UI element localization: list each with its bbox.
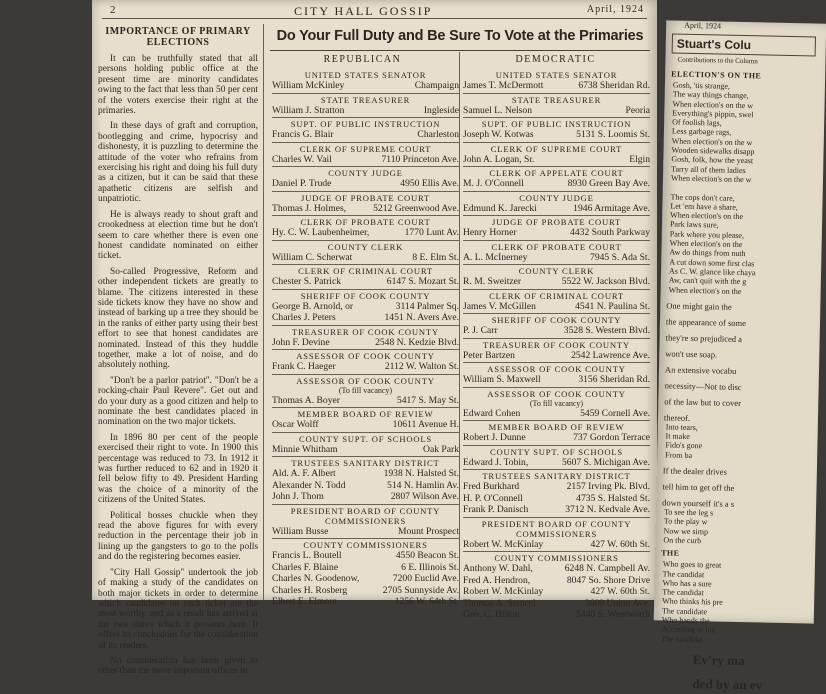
- candidate-address: 737 Gordon Terrace: [573, 432, 650, 443]
- adjacent-page-date: April, 1924: [684, 20, 722, 31]
- candidate-row: [463, 203, 650, 215]
- candidate-address: 8047 So. Shore Drive: [566, 574, 650, 586]
- republican-heading: REPUBLICAN: [323, 54, 402, 65]
- candidate-address: Mount Prospect: [397, 525, 459, 537]
- candidate-row: [463, 457, 650, 469]
- candidate-name: Charles N. Goodenow,: [272, 573, 360, 584]
- office-note: (To fill vacancy): [338, 385, 393, 395]
- column-subtitle: Contributions to the Column: [677, 55, 758, 66]
- candidate-address: 2705 Sunnyside Av.: [382, 584, 459, 596]
- candidate-row: [272, 154, 459, 166]
- office-title: SUPT. OF PUBLIC INSTRUCTION: [463, 117, 650, 129]
- candidate-address: 5459 Cornell Ave.: [580, 407, 650, 419]
- poem-line: Wooden sidewalks disapp: [671, 145, 755, 157]
- office-title: CLERK OF PROBATE COURT: [272, 215, 459, 227]
- poem-line: Let 'em have a share,: [670, 201, 738, 212]
- office-title: CLERK OF APPELATE COURT: [463, 166, 650, 178]
- editorial-paragraph: He is always ready to shout graft and crookedness at election time but he don't seem to care whether there is even one honest candidate nominated on either ticket.: [98, 209, 258, 262]
- slate-divider: [459, 52, 460, 600]
- candidate-row: [272, 178, 459, 190]
- candidate-name: James V. McGillen: [463, 300, 536, 312]
- candidate-address: 2548 N. Kedzie Blvd.: [375, 336, 459, 348]
- candidate-name: R. M. Sweitzer: [463, 276, 522, 287]
- office-title: ASSESSOR OF COOK COUNTY: [272, 374, 459, 386]
- office-title: SUPT. OF PUBLIC INSTRUCTION: [272, 117, 459, 129]
- candidate-name: P. J. Carr: [463, 325, 498, 336]
- candidate-name: John A. Logan, Sr.: [463, 153, 535, 165]
- office-title: STATE TREASURER: [463, 93, 650, 105]
- candidate-name: Alexander N. Todd: [272, 479, 346, 491]
- candidate-row: [463, 129, 650, 141]
- candidate-name: Elbert E. Elmore: [272, 596, 337, 607]
- candidate-address: 7945 S. Ada St.: [590, 251, 650, 263]
- candidate-row: [272, 562, 459, 574]
- candidate-row: [272, 480, 459, 492]
- vote-banner: Do Your Full Duty and Be Sure To Vote at the Primaries: [270, 28, 650, 51]
- candidate-row: [463, 105, 650, 117]
- candidate-row: [463, 227, 650, 239]
- candidate-name: Francis G. Blair: [272, 129, 334, 140]
- office-title: ASSESSOR OF COOK COUNTY: [463, 362, 650, 374]
- candidate-row: [272, 80, 459, 92]
- poem-line: The way things change,: [672, 89, 749, 101]
- office-title: MEMBER BOARD OF REVIEW: [463, 420, 650, 432]
- poem-line: Gosh, 'tis strange,: [672, 80, 731, 91]
- candidate-name: Charles J. Peters: [272, 312, 336, 323]
- poem-line: Who hands the: [661, 615, 710, 626]
- candidate-row: [463, 575, 650, 587]
- candidate-row: [272, 203, 459, 215]
- candidate-row: [272, 129, 459, 141]
- column-text: they're so prejudiced a: [665, 332, 743, 344]
- candidate-name: Edmund K. Jarecki: [463, 202, 537, 214]
- candidate-name: Daniel P. Trude: [272, 178, 332, 189]
- candidate-address: 2542 Lawrence Ave.: [571, 349, 650, 361]
- candidate-name: Fred Burkhard: [463, 481, 520, 492]
- candidate-address: 1946 Armitage Ave.: [573, 202, 650, 214]
- office-title: JUDGE OF PROBATE COURT: [463, 215, 650, 227]
- poem-line: When election's on the w: [670, 173, 752, 185]
- candidate-address: 514 N. Hamlin Av.: [387, 479, 459, 491]
- editorial-paragraph: "City Hall Gossip" undertook the job of making a study of the candidates on both major tickets in order to determine which candidates on each ticket are the most worthy, and as a result has arrived at the two slates which it presents here. It offers its conclusions for the consideration of its readers.: [98, 567, 258, 651]
- poem-line: As C. W. glance like chaya: [668, 266, 756, 278]
- masthead-title: CITY HALL GOSSIP: [294, 4, 433, 18]
- poem-line: Aw do things from nuth: [669, 247, 746, 259]
- poem-line: When election's on the w: [671, 136, 753, 147]
- candidate-address: 5522 W. Jackson Blvd.: [561, 276, 650, 287]
- candidate-row: [463, 80, 650, 92]
- candidate-address: 4541 N. Paulina St.: [575, 300, 650, 312]
- adjacent-page: [654, 20, 826, 693]
- office-title: CLERK OF PROBATE COURT: [463, 240, 650, 252]
- office-title: TREASURER OF COOK COUNTY: [463, 338, 650, 350]
- candidate-address: 5417 S. May St.: [396, 394, 459, 406]
- candidate-name: Oscar Wolff: [272, 419, 319, 430]
- poem-line: Gosh, folk, how the yeast: [671, 154, 754, 166]
- editorial-paragraph: No consideration has been given to other than the more important offices in: [98, 655, 258, 677]
- office-title: COUNTY COMMISSIONERS: [463, 551, 650, 563]
- candidate-name: Ald. A. F. Albert: [272, 468, 336, 479]
- column-text: won't use soap.: [665, 348, 718, 360]
- candidate-address: 5440 S. Wentworth: [576, 609, 650, 620]
- column-text: down yourself it's a s: [662, 497, 735, 509]
- candidate-row: [463, 598, 650, 610]
- editorial-paragraph: "Don't be a parlor patriot". "Don't be a rocking-chair Paul Revere". Get out and do your duty as a good citizen and help to nominate the best candidates placed in nomination on the two major tickets.: [98, 375, 258, 428]
- candidate-address: 3114 Palmer Sq.: [395, 300, 459, 312]
- office-title: JUDGE OF PROBATE COURT: [272, 191, 459, 203]
- candidate-name: Edward J. Tobin,: [463, 456, 529, 468]
- candidate-name: John J. Thom: [272, 491, 324, 502]
- office-title: TRUSTEES SANITARY DISTRICT: [272, 456, 459, 468]
- candidate-row: [272, 468, 459, 480]
- candidate-address: Champaign: [414, 80, 459, 91]
- candidate-row: [463, 350, 650, 362]
- candidate-name: H. P. O'Connell: [463, 492, 523, 504]
- democratic-slate: [463, 68, 650, 620]
- candidate-name: Charles F. Blaine: [272, 561, 339, 573]
- candidate-address: Elgin: [629, 153, 650, 165]
- poem-line: It make: [665, 431, 690, 442]
- editorial-heading-line-1: IMPORTANCE OF PRIMARY: [105, 26, 251, 37]
- poem-line: When election's on the: [668, 285, 742, 296]
- candidate-name: William S. Maxwell: [463, 374, 541, 385]
- poem-line: On the curb: [663, 535, 702, 546]
- office-title: CLERK OF SUPREME COURT: [272, 142, 459, 154]
- candidate-row: [463, 252, 650, 264]
- poem-line: Who goes to great: [662, 559, 722, 570]
- candidate-address: 6147 S. Mozart St.: [386, 276, 459, 287]
- candidate-address: 8 E. Elm St.: [412, 251, 459, 263]
- candidate-name: Charles W. Vail: [272, 153, 332, 165]
- candidate-address: 3528 S. Western Blvd.: [563, 325, 650, 336]
- candidate-name: William Busse: [272, 525, 329, 537]
- candidate-name: Robert W. McKinlay: [463, 538, 544, 550]
- candidate-row: [272, 337, 459, 349]
- column-text: the appearance of some: [665, 316, 747, 328]
- candidate-row: [463, 493, 650, 505]
- poem-line: Of foolish lags,: [672, 117, 722, 128]
- office-title: CLERK OF CRIMINAL COURT: [272, 264, 459, 276]
- candidate-address: 7110 Princeton Ave.: [381, 153, 459, 165]
- poem-line: Who thinks his pre: [662, 596, 723, 608]
- candidate-address: 427 W. 60th St.: [590, 586, 650, 597]
- candidate-row: [463, 301, 650, 313]
- candidate-address: 2157 Irving Pk. Blvd.: [566, 481, 650, 492]
- candidate-row: [463, 504, 650, 516]
- candidate-name: Samuel L. Nelson: [463, 104, 533, 116]
- editorial-column: [98, 26, 258, 677]
- candidate-address: 10611 Avenue H.: [392, 419, 459, 430]
- office-title: UNITED STATES SENATOR: [304, 70, 427, 80]
- office-title: CLERK OF CRIMINAL COURT: [463, 289, 650, 301]
- candidate-name: James T. McDermott: [463, 80, 544, 91]
- office-title: COUNTY COMMISSIONERS: [272, 538, 459, 550]
- candidate-name: Thomas A. Boyer: [272, 394, 340, 406]
- poem-line: According to his: [661, 624, 715, 635]
- closing-line: ded by an ev: [692, 675, 763, 693]
- poem-line: Park where you please,: [669, 229, 745, 240]
- candidate-name: Henry Horner: [463, 227, 517, 238]
- candidate-row: [272, 444, 459, 456]
- column-text: If the dealer drives: [662, 465, 727, 477]
- poem-line: When election's on the: [669, 238, 743, 250]
- candidate-row: [272, 596, 459, 608]
- candidate-row: [272, 526, 459, 538]
- primary-slates: [270, 24, 650, 620]
- poem-line: To the play w: [663, 516, 708, 527]
- candidate-row: [463, 325, 650, 337]
- candidate-address: 4550 Beacon St.: [395, 550, 459, 561]
- office-title: PRESIDENT BOARD OF COUNTY COMMISSIONERS: [272, 504, 459, 526]
- office-title: PRESIDENT BOARD OF COUNTY COMMISSIONERS: [463, 517, 650, 539]
- office-title: CLERK OF SUPREME COURT: [463, 142, 650, 154]
- office-title: COUNTY JUDGE: [463, 191, 650, 203]
- candidate-row: [272, 550, 459, 562]
- candidate-row: [272, 105, 459, 117]
- column-text: of the law but to cover: [664, 396, 742, 408]
- candidate-address: 1770 Lunt Av.: [404, 227, 459, 238]
- poem-line: The candidat: [662, 568, 705, 579]
- poem-line: Aw, can't quit with the g: [668, 275, 747, 287]
- column-text: thereof.: [663, 412, 691, 423]
- candidate-name: Francis L. Boutell: [272, 550, 342, 561]
- poem-heading: ELECTION'S ON THE: [671, 69, 762, 81]
- candidate-name: John F. Devine: [272, 336, 330, 348]
- office-title: COUNTY SUPT. OF SCHOOLS: [463, 445, 650, 457]
- office-title: ASSESSOR OF COOK COUNTY: [463, 387, 650, 399]
- candidate-name: Thomas A. Stencel: [463, 597, 536, 609]
- candidate-name: William C. Scherwat: [272, 251, 353, 263]
- candidate-name: Geo. C. Hilton: [463, 609, 520, 620]
- candidate-address: 3609 Union Ave.: [584, 597, 650, 609]
- office-title: MEMBER BOARD OF REVIEW: [272, 407, 459, 419]
- candidate-row: [463, 539, 650, 551]
- column-text: An extensive vocabu: [664, 364, 737, 376]
- editorial-paragraph: In these days of graft and corruption, bootlegging and crime, hypocrisy and dishonesty, it is puzzling to determine the attitude of the voter who refrains from exercising his right and doing his full duty as a citizen, but it can be said that these apathetic citizens are selfish and unpatriotic.: [98, 121, 258, 205]
- candidate-address: Charleston: [417, 129, 459, 140]
- poem-line: Tarry all of them ladies: [671, 164, 746, 175]
- candidate-row: [463, 432, 650, 444]
- candidate-address: 4432 South Parkway: [570, 227, 650, 238]
- candidate-name: Chester S. Patrick: [272, 276, 342, 287]
- editorial-body: [98, 54, 258, 677]
- office-title: SHERIFF OF COOK COUNTY: [463, 313, 650, 325]
- poem-line: The cops don't care,: [670, 192, 735, 203]
- candidate-row: [463, 481, 650, 493]
- candidate-name: Peter Bartzen: [463, 349, 515, 361]
- republican-slate: [272, 68, 459, 608]
- column-text: necessity—Not to disc: [664, 380, 742, 392]
- editorial-paragraph: So-called Progressive, Reform and other independent tickets are greatly to blame. The citizens interested in these side tickets know they have no show and instead of barking up a tree they should be in the ranks of either party using their best effort to see that honest candidates are nominated. Instead of this they huddle together, make a lot of noise, and do absolutely nothing.: [98, 266, 258, 371]
- candidate-name: Charles H. Rosberg: [272, 584, 348, 596]
- poem-line: Now we simp: [663, 526, 709, 536]
- candidate-name: William McKinley: [272, 80, 345, 91]
- candidate-row: [463, 374, 650, 386]
- office-title: COUNTY SUPT. OF SCHOOLS: [272, 432, 459, 444]
- candidate-row: [463, 586, 650, 598]
- editorial-heading: [98, 26, 258, 48]
- poem-line: Park laws sure,: [669, 219, 719, 230]
- candidate-address: 6 E. Illinois St.: [401, 561, 459, 573]
- candidate-address: 4735 S. Halsted St.: [576, 492, 650, 504]
- issue-date: April, 1924: [586, 4, 644, 15]
- poem-line: The candidat: [661, 634, 703, 644]
- candidate-name: M. J. O'Connell: [463, 178, 524, 189]
- candidate-name: Joseph W. Kotwas: [463, 129, 534, 140]
- column-text: One might gain the: [666, 300, 732, 312]
- candidate-address: 6248 N. Campbell Av.: [564, 563, 650, 574]
- candidate-row: [463, 408, 650, 420]
- candidate-name: Robert J. Dunne: [463, 432, 526, 443]
- candidate-row: [272, 276, 459, 288]
- poem-line: Into tears,: [665, 422, 698, 432]
- poem-line: From ba: [665, 450, 693, 460]
- candidate-address: Oak Park: [423, 443, 459, 455]
- candidate-name: Minnie Whitham: [272, 443, 338, 455]
- candidate-name: Robert W. McKinlay: [463, 586, 544, 597]
- candidate-row: [272, 585, 459, 597]
- candidate-address: 7200 Euclid Ave.: [392, 573, 459, 584]
- page-number: 2: [110, 4, 117, 16]
- office-title: COUNTY CLERK: [272, 240, 459, 252]
- office-title: STATE TREASURER: [272, 93, 459, 105]
- candidate-row: [463, 563, 650, 575]
- column-text: tell him to get off the: [662, 481, 735, 493]
- candidate-name: Hy. C. W. Laubenheimer,: [272, 227, 370, 238]
- poem-line: The candidat: [662, 587, 704, 598]
- editorial-paragraph: In 1896 80 per cent of the people exercised their right to vote. In 1900 this percentage was reduced to 73. In 1912 it was further reduced to 62 and in 1920 it fell below fifty to 49. President Harding was the choice of a minority of the citizens of the United States.: [98, 432, 258, 506]
- candidate-row: [463, 154, 650, 166]
- candidate-address: 8930 Green Bay Ave.: [567, 178, 650, 189]
- candidate-name: George B. Arnold, or: [272, 300, 354, 312]
- candidate-address: 5212 Greenwood Ave.: [373, 202, 459, 214]
- poem-line: The candidate: [661, 606, 708, 617]
- column-title-box: Stuart's Colu: [672, 34, 816, 57]
- poem-heading: THE: [661, 548, 680, 558]
- candidate-row: [272, 395, 459, 407]
- editorial-heading-line-2: ELECTIONS: [146, 37, 210, 48]
- poem-line: Less garbage rags,: [671, 127, 732, 138]
- candidate-address: 1451 N. Avers Ave.: [384, 312, 459, 323]
- candidate-name: William J. Stratton: [272, 104, 345, 116]
- democratic-heading: DEMOCRATIC: [515, 54, 596, 65]
- office-title: TREASURER OF COOK COUNTY: [272, 325, 459, 337]
- candidate-address: 6738 Sheridan Rd.: [578, 80, 650, 91]
- candidate-address: Ingleside: [423, 104, 459, 116]
- candidate-row: [272, 312, 459, 324]
- candidate-row: [272, 252, 459, 264]
- office-title: COUNTY CLERK: [463, 264, 650, 276]
- candidate-row: [463, 609, 650, 621]
- poem-line: Everything's pippin, swel: [672, 108, 754, 120]
- editorial-paragraph: Political bosses chuckle when they read the above figures for with every reduction in the percentage their job in lining up the gangsters to go to the polls and do the registering becomes easier.: [98, 510, 258, 563]
- candidate-name: Thomas J. Holmes,: [272, 202, 347, 214]
- candidate-address: 1256 W. 64th St.: [394, 596, 459, 607]
- candidate-row: [463, 178, 650, 190]
- newspaper-page: [92, 0, 657, 677]
- poem-line: When election's on the w: [672, 99, 754, 110]
- candidate-address: 2112 W. Walton St.: [384, 361, 459, 372]
- candidate-address: 3712 N. Kedvale Ave.: [565, 504, 650, 515]
- candidate-name: Edward Cohen: [463, 407, 521, 419]
- column-divider: [263, 24, 264, 600]
- office-title: ASSESSOR OF COOK COUNTY: [272, 349, 459, 361]
- candidate-address: 2807 Wilson Ave.: [390, 491, 459, 502]
- candidate-address: 3156 Sheridan Rd.: [578, 374, 650, 385]
- header-rule: [102, 18, 647, 19]
- candidate-address: 4950 Ellis Ave.: [400, 178, 459, 189]
- candidate-row: [272, 573, 459, 585]
- poem-line: To see the leg s: [663, 507, 714, 518]
- candidate-row: [272, 491, 459, 503]
- candidate-row: [272, 301, 459, 313]
- candidate-row: [272, 361, 459, 373]
- candidate-address: 1938 N. Halsted St.: [383, 468, 459, 479]
- poem-line: A cut down some first clas: [669, 257, 755, 268]
- candidate-name: A. L. McInerney: [463, 251, 528, 263]
- office-note: (To fill vacancy): [529, 398, 584, 408]
- poem-line: Fido's gone: [665, 440, 703, 451]
- candidate-name: Fred A. Hendron,: [463, 574, 531, 586]
- office-title: UNITED STATES SENATOR: [495, 70, 618, 80]
- editorial-paragraph: It can be truthfully stated that all persons holding public office at the present time are minority candidates owing to the fact that less than 50 per cent of the voters exercise their right at the primaries.: [98, 54, 258, 117]
- candidate-address: 5131 S. Loomis St.: [576, 129, 650, 140]
- candidate-name: Frank P. Danisch: [463, 504, 529, 515]
- candidate-row: [463, 276, 650, 288]
- candidate-row: [272, 419, 459, 431]
- poem-line: Who has a sure: [662, 578, 712, 589]
- candidate-address: 5607 S. Michigan Ave.: [561, 456, 650, 468]
- candidate-row: [272, 227, 459, 239]
- candidate-name: Frank C. Haeger: [272, 361, 336, 372]
- candidate-address: 427 W. 60th St.: [590, 538, 650, 550]
- candidate-name: Anthony W. Dahl,: [463, 563, 533, 574]
- office-title: TRUSTEES SANITARY DISTRICT: [463, 469, 650, 481]
- closing-line: Ev'ry ma: [692, 651, 745, 669]
- office-title: COUNTY JUDGE: [272, 166, 459, 178]
- office-title: SHERIFF OF COOK COUNTY: [272, 289, 459, 301]
- candidate-address: Peoria: [625, 104, 650, 116]
- poem-line: When election's on the: [670, 210, 744, 222]
